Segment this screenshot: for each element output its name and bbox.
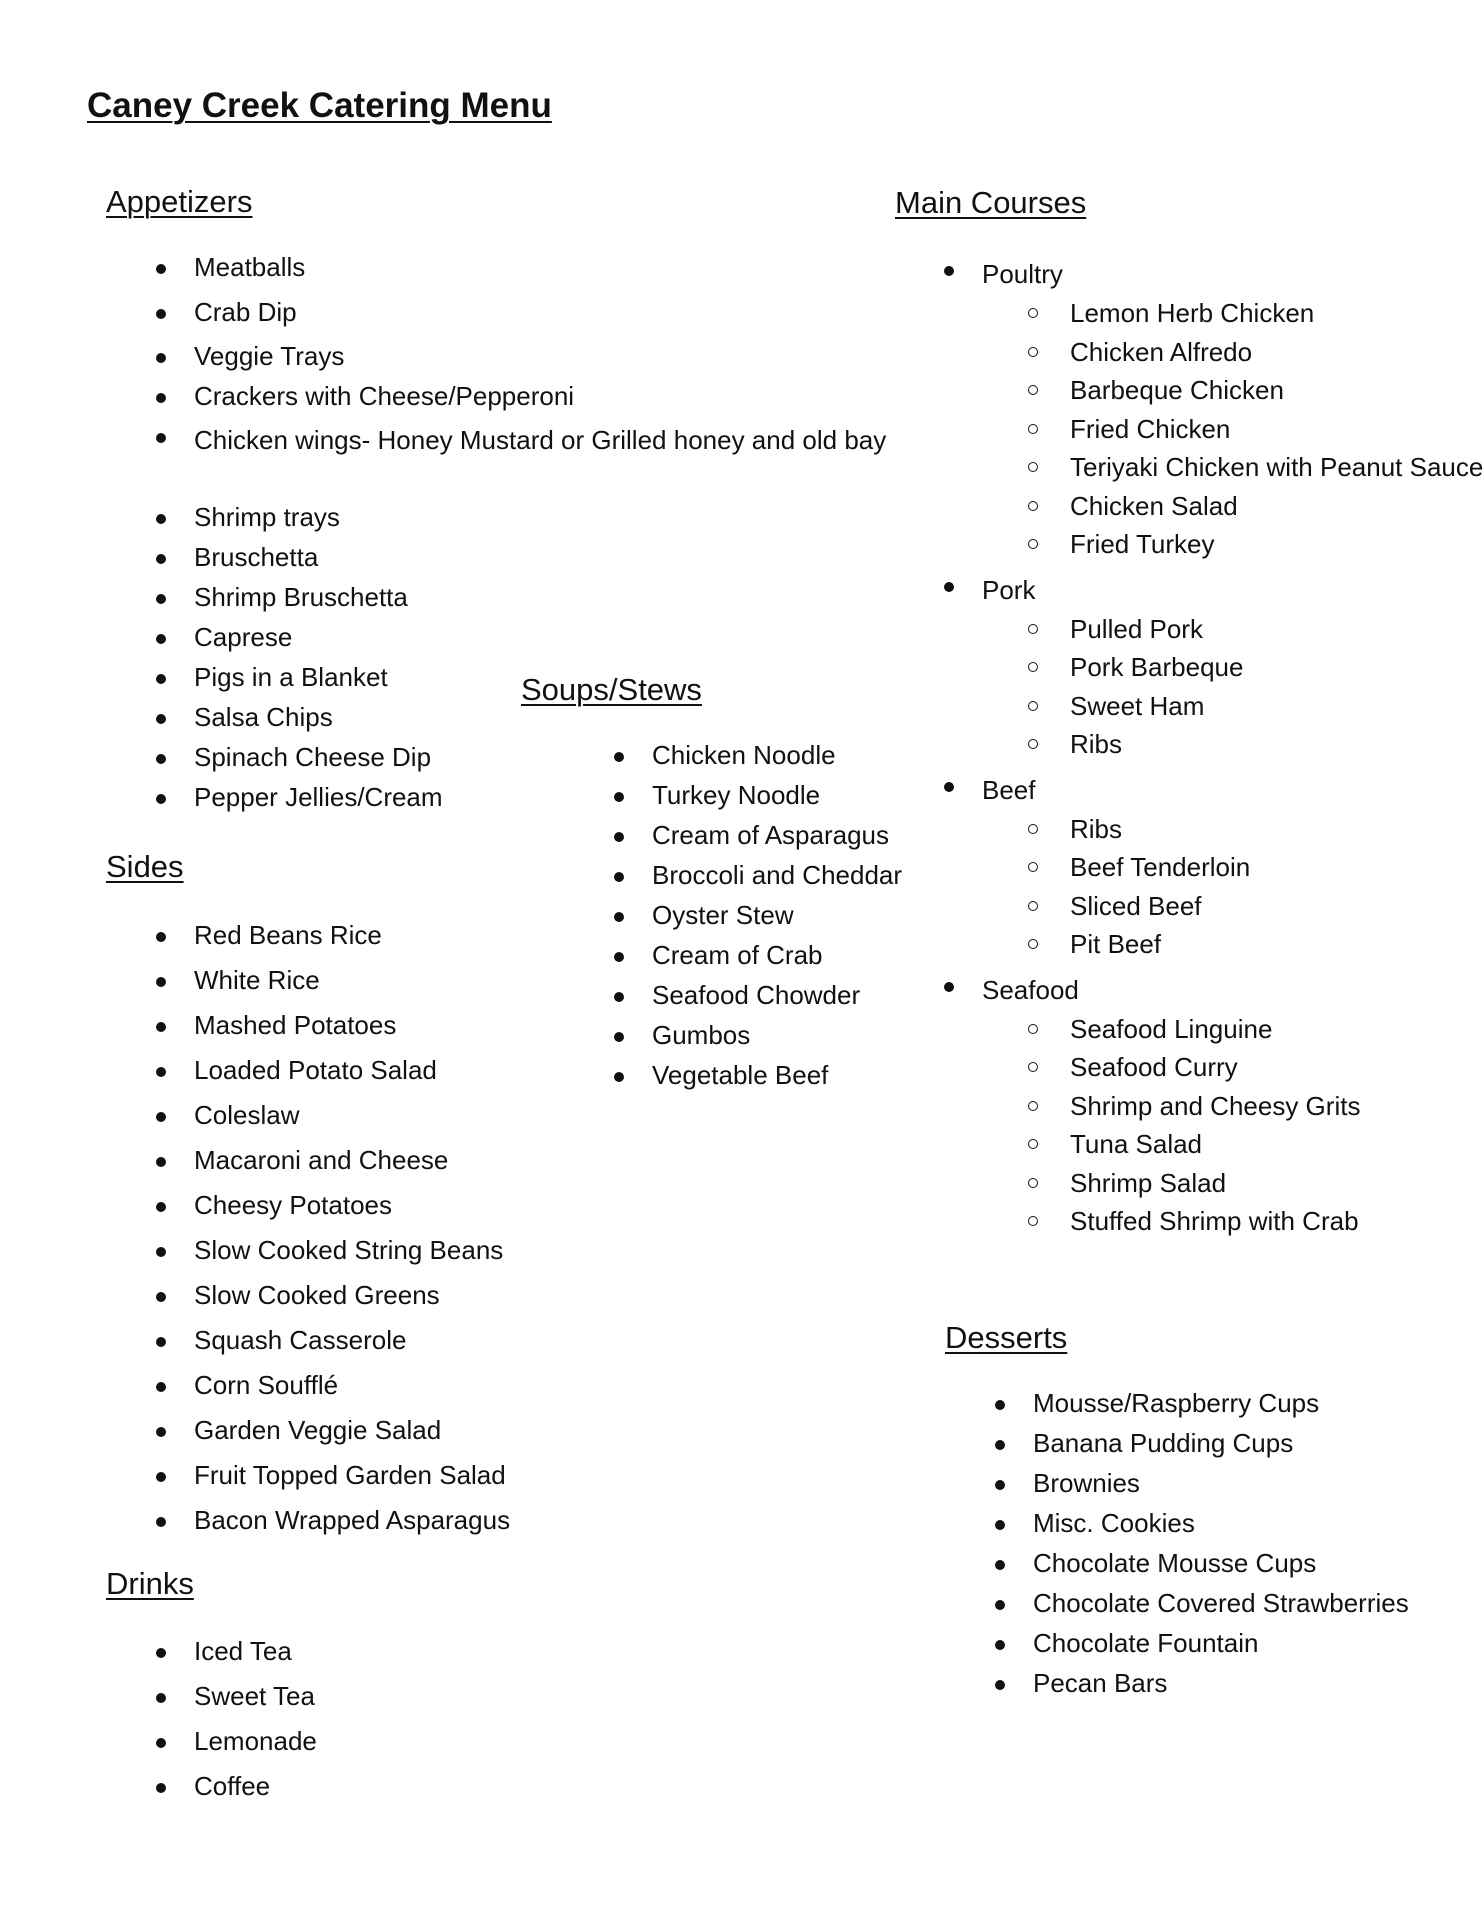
list-item: Slow Cooked Greens [194,1280,510,1325]
main-courses-list [982,254,1484,1241]
list-item: Crackers with Cheese/Pepperoni [194,381,624,421]
list-item: Brownies [1033,1468,1409,1508]
list-item: Bacon Wrapped Asparagus [194,1505,510,1550]
list-item: Red Beans Rice [194,920,510,965]
list-item: Cheesy Potatoes [194,1190,510,1235]
list-item: Vegetable Beef [652,1060,902,1100]
list-item: Mashed Potatoes [194,1010,510,1055]
drinks-list [194,1636,317,1816]
main-group-beef [982,770,1360,970]
group-label: Pork [982,574,1036,605]
list-item: Seafood Chowder [652,980,902,1020]
group-label: Beef [982,774,1036,805]
list-item: Pecan Bars [1033,1668,1409,1708]
list-item: Ribs [1070,725,1360,764]
list-item: Chicken wings- Honey Mustard or Grilled honey and old bay [194,421,624,502]
desserts-list [1033,1388,1409,1708]
list-item: Salsa Chips [194,702,624,742]
list-item: Turkey Noodle [652,780,902,820]
list-item: Caprese [194,622,624,662]
list-item: Fruit Topped Garden Salad [194,1460,510,1505]
main-courses-heading: Main Courses [895,185,1087,220]
list-item: Sliced Beef [1070,887,1360,926]
list-item: Garden Veggie Salad [194,1415,510,1460]
list-item: Banana Pudding Cups [1033,1428,1409,1468]
list-item: Seafood Curry [1070,1048,1360,1087]
list-item: Meatballs [194,252,624,297]
soups-heading: Soups/Stews [521,672,702,707]
list-item: Sweet Ham [1070,687,1360,726]
list-item: Veggie Trays [194,341,624,381]
sides-heading: Sides [106,849,184,884]
list-item: Pigs in a Blanket [194,662,624,702]
list-item: Chocolate Covered Strawberries [1033,1588,1409,1628]
list-item: Pulled Pork [1070,610,1360,649]
main-group-poultry [982,254,1484,570]
list-item: Gumbos [652,1020,902,1060]
list-item: Stuffed Shrimp with Crab [1070,1202,1360,1241]
list-item: Mousse/Raspberry Cups [1033,1388,1409,1428]
list-item: Slow Cooked String Beans [194,1235,510,1280]
list-item: Oyster Stew [652,900,902,940]
list-item: Shrimp trays [194,502,624,542]
list-item: Lemon Herb Chicken [1070,294,1360,333]
list-item: Crab Dip [194,297,624,341]
poultry-sublist [982,294,1484,564]
list-item: Chocolate Mousse Cups [1033,1548,1409,1588]
beef-sublist [982,810,1360,964]
list-item: Pork Barbeque [1070,648,1360,687]
list-item: Barbeque Chicken [1070,371,1360,410]
list-item: Broccoli and Cheddar [652,860,902,900]
list-item: Tuna Salad [1070,1125,1360,1164]
list-item: Coffee [194,1771,317,1816]
list-item: Pit Beef [1070,925,1360,964]
page-title: Caney Creek Catering Menu [87,86,552,125]
list-item: White Rice [194,965,510,1010]
list-item: Cream of Asparagus [652,820,902,860]
list-item: Fried Turkey [1070,525,1360,564]
list-item: Macaroni and Cheese [194,1145,510,1190]
soups-list [652,740,902,1100]
main-group-pork [982,570,1360,770]
list-item: Pepper Jellies/Cream [194,782,624,822]
main-group-seafood [982,970,1360,1241]
list-item: Corn Soufflé [194,1370,510,1415]
pork-sublist [982,610,1360,764]
list-item: Shrimp Bruschetta [194,582,624,622]
list-item: Misc. Cookies [1033,1508,1409,1548]
list-item: Bruschetta [194,542,624,582]
appetizers-heading: Appetizers [106,184,253,219]
list-item: Chocolate Fountain [1033,1628,1409,1668]
list-item: Squash Casserole [194,1325,510,1370]
list-item: Teriyaki Chicken with Peanut Sauce [1070,448,1340,487]
sides-list [194,920,510,1550]
list-item: Beef Tenderloin [1070,848,1360,887]
list-item: Coleslaw [194,1100,510,1145]
list-item: Iced Tea [194,1636,317,1681]
list-item: Shrimp and Cheesy Grits [1070,1087,1360,1126]
list-item: Chicken Salad [1070,487,1360,526]
list-item: Fried Chicken [1070,410,1360,449]
list-item: Ribs [1070,810,1360,849]
list-item: Chicken Noodle [652,740,902,780]
list-item: Loaded Potato Salad [194,1055,510,1100]
desserts-heading: Desserts [945,1320,1068,1355]
group-label: Poultry [982,259,1063,289]
list-item: Chicken Alfredo [1070,333,1360,372]
list-item: Shrimp Salad [1070,1164,1360,1203]
seafood-sublist [982,1010,1360,1241]
list-item: Seafood Linguine [1070,1010,1360,1049]
list-item: Spinach Cheese Dip [194,742,624,782]
drinks-heading: Drinks [106,1566,194,1601]
list-item: Sweet Tea [194,1681,317,1726]
list-item: Lemonade [194,1726,317,1771]
list-item: Cream of Crab [652,940,902,980]
group-label: Seafood [982,974,1079,1005]
